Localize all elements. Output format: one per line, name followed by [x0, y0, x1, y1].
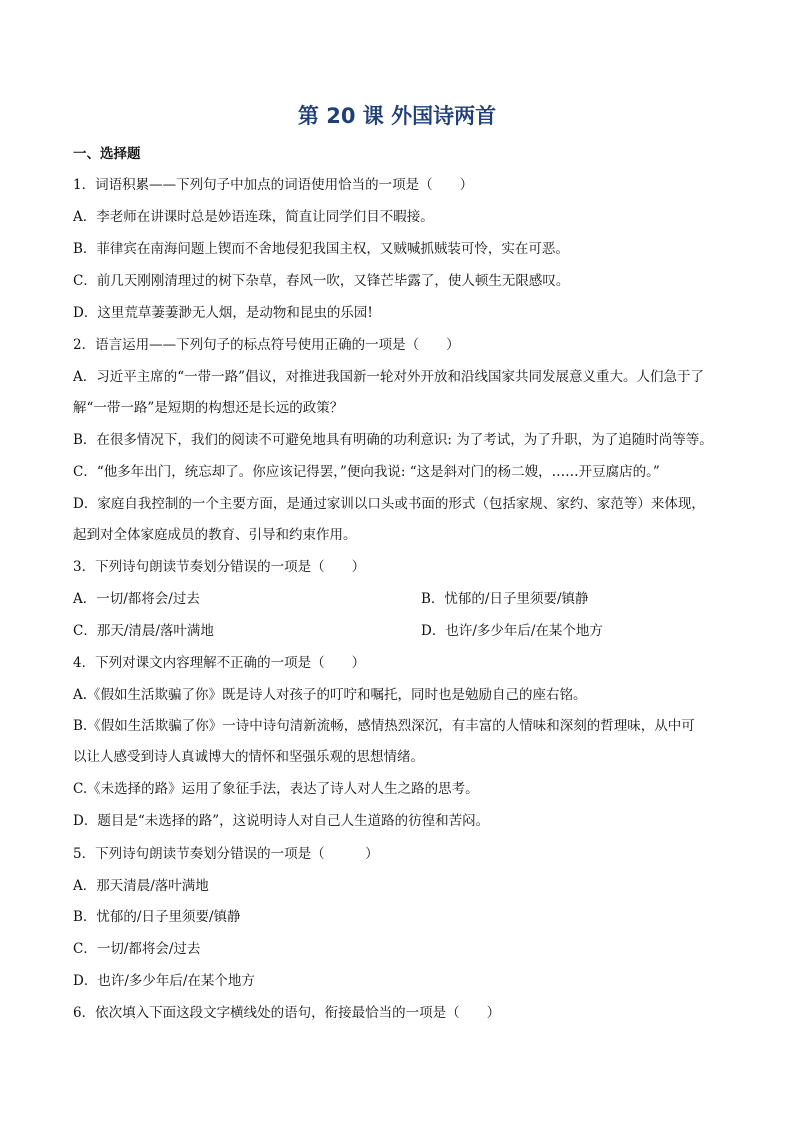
q1-option-b: B．菲律宾在南海问题上锲而不舍地侵犯我国主权，又贼喊抓贼装可怜，实在可恶。 — [73, 241, 569, 257]
section-heading: 一、选择题 — [73, 146, 141, 162]
q3-row-1 — [73, 589, 733, 609]
q4-stem: 4．下列对课文内容理解不正确的一项是（ ） — [73, 655, 366, 671]
q4-option-b-line2: 以让人感受到诗人真诚博大的情怀和坚强乐观的思想情绪。 — [73, 749, 424, 765]
q4-option-a: A.《假如生活欺骗了你》既是诗人对孩子的叮咛和嘱托，同时也是勉励自己的座右铭。 — [73, 687, 587, 703]
q2-option-a-line1: A．习近平主席的“一带一路”倡议，对推进我国新一轮对外开放和沿线国家共同发展意义重大。人们急于了 — [73, 369, 705, 385]
q5-stem: 5．下列诗句朗读节奏划分错误的一项是（ ） — [73, 846, 379, 862]
q1-stem: 1．词语积累——下列句子中加点的词语使用恰当的一项是（ ） — [73, 177, 474, 193]
page-title: 第 20 课 外国诗两首 — [297, 104, 497, 128]
q3-option-a: A．一切/都将会/过去 — [73, 591, 200, 607]
q2-stem: 2．语言运用——下列句子的标点符号使用正确的一项是（ ） — [73, 337, 460, 353]
q1-option-a: A．李老师在讲课时总是妙语连珠，简直让同学们目不暇接。 — [73, 209, 434, 225]
q3-option-b: B．忧郁的/日子里须要/镇静 — [421, 591, 589, 607]
q2-option-a-line2: 解“一带一路”是短期的构想还是长远的政策？ — [73, 400, 344, 416]
q3-option-c: C．那天/清晨/落叶满地 — [73, 623, 214, 639]
q4-option-c: C.《未选择的路》运用了象征手法，表达了诗人对人生之路的思考。 — [73, 781, 479, 797]
q6-stem: 6．依次填入下面这段文字横线处的语句，衔接最恰当的一项是（ ） — [73, 1005, 501, 1021]
q3-option-d: D．也许/多少年后/在某个地方 — [421, 623, 603, 639]
q2-option-c: C．“他多年出门，统忘却了。你应该记得罢，”便向我说: “这是斜对门的杨二嫂，……开豆腐店的。” — [73, 464, 660, 480]
q2-option-d-line2: 起到对全体家庭成员的教育、引导和约束作用。 — [73, 527, 357, 543]
q1-option-c: C．前几天刚刚清理过的树下杂草，春风一吹，又锋芒毕露了，使人顿生无限感叹。 — [73, 273, 570, 289]
q4-option-d: D．题目是“未选择的路”，这说明诗人对自己人生道路的彷徨和苦闷。 — [73, 813, 490, 829]
q2-option-d-line1: D．家庭自我控制的一个主要方面，是通过家训以口头或书面的形式（包括家规、家约、家范等）来体现， — [73, 496, 705, 512]
q2-option-b: B．在很多情况下，我们的阅读不可避免地具有明确的功利意识: 为了考试，为了升职，为了追随时尚等等。 — [73, 432, 713, 448]
q4-option-b-line1: B.《假如生活欺骗了你》一诗中诗句清新流畅，感情热烈深沉，有丰富的人情味和深刻的哲理味，从中可 — [73, 718, 695, 734]
q5-option-d: D．也许/多少年后/在某个地方 — [73, 973, 255, 989]
q1-option-d: D．这里荒草萋萋渺无人烟，是动物和昆虫的乐园! — [73, 305, 373, 321]
q3-stem: 3．下列诗句朗读节奏划分错误的一项是（ ） — [73, 559, 366, 575]
q5-option-a: A．那天清晨/落叶满地 — [73, 878, 209, 894]
q5-option-c: C．一切/都将会/过去 — [73, 941, 201, 957]
q5-option-b: B．忧郁的/日子里须要/镇静 — [73, 909, 241, 925]
q3-row-2 — [73, 621, 733, 641]
